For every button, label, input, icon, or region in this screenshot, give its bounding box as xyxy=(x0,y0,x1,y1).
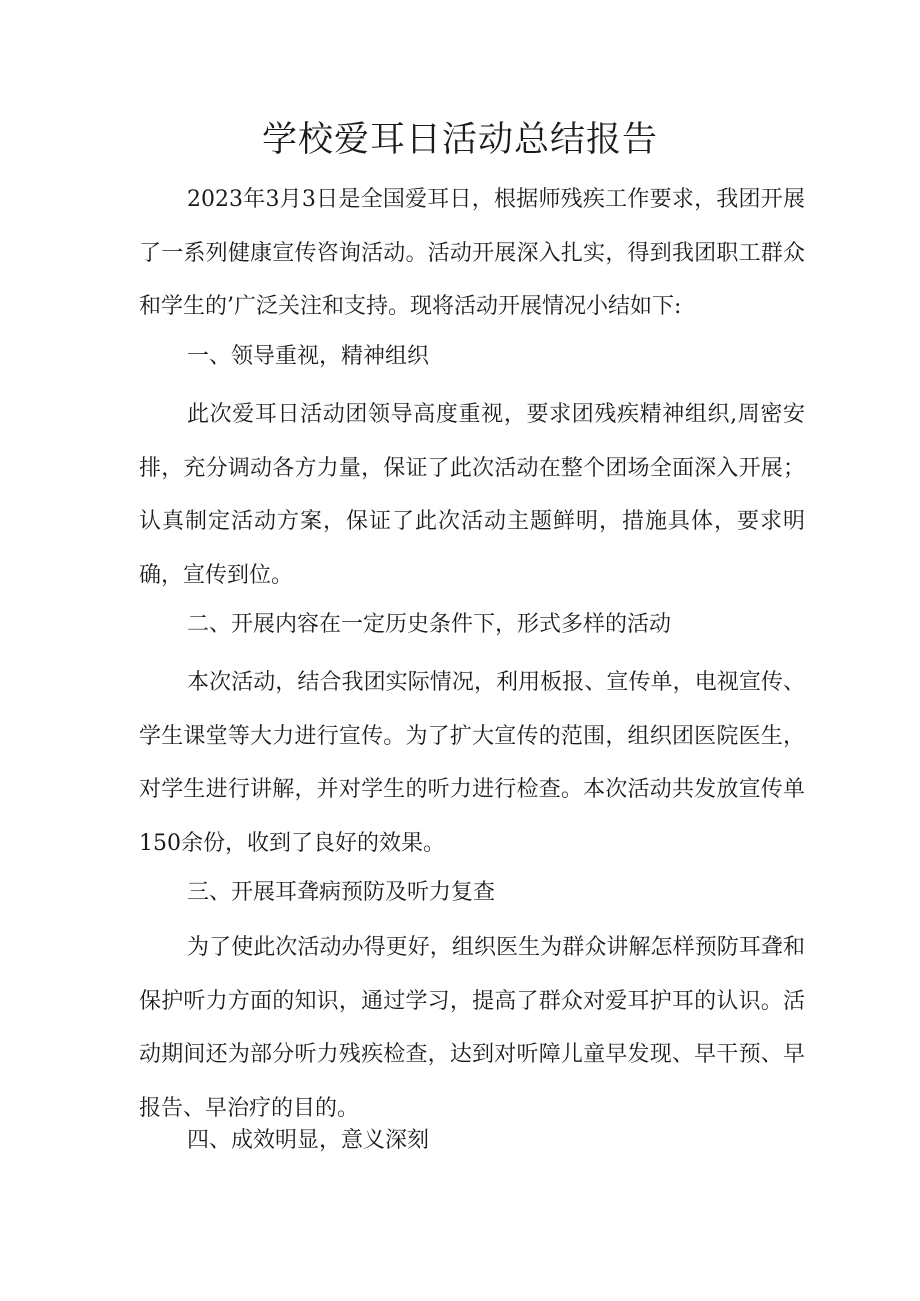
section-body-3: 为了使此次活动办得更好，组织医生为群众讲解怎样预防耳聋和保护听力方面的知识，通过学习，提高了群众对爱耳护耳的认识。活动期间还为部分听力残疾检查，达到对听障儿童早发现、早干预、早报告、早治疗的目的。 xyxy=(139,935,805,1121)
section-body-2: 本次活动，结合我团实际情况，利用板报、宣传单，电视宣传、学生课堂等大力进行宣传。为了扩大宣传的范围，组织团医院医生，对学生进行讲解，并对学生的听力进行检查。本次活动共发放宣传单150余份，收到了良好的效果。 xyxy=(139,670,805,856)
section-heading-4: 四、成效明显，意义深刻 xyxy=(187,1128,430,1153)
intro-paragraph: 2023年3月3日是全国爱耳日，根据师残疾工作要求，我团开展了一系列健康宣传咨询活动。活动开展深入扎实，得到我团职工群众和学生的’广泛关注和支持。现将活动开展情况小结如下: xyxy=(139,187,805,319)
section-body-1: 此次爱耳日活动团领导高度重视，要求团残疾精神组织,周密安排，充分调动各方力量，保证了此次活动在整个团场全面深入开展；认真制定活动方案，保证了此次活动主题鲜明，措施具体，要求明确，宣传到位。 xyxy=(139,402,805,588)
section-heading-1: 一、领导重视，精神组织 xyxy=(187,344,430,369)
document-title: 学校爱耳日活动总结报告 xyxy=(261,120,658,160)
section-heading-2: 二、开展内容在一定历史条件下，形式多样的活动 xyxy=(187,612,672,637)
section-heading-3: 三、开展耳聋病预防及听力复查 xyxy=(187,880,496,905)
